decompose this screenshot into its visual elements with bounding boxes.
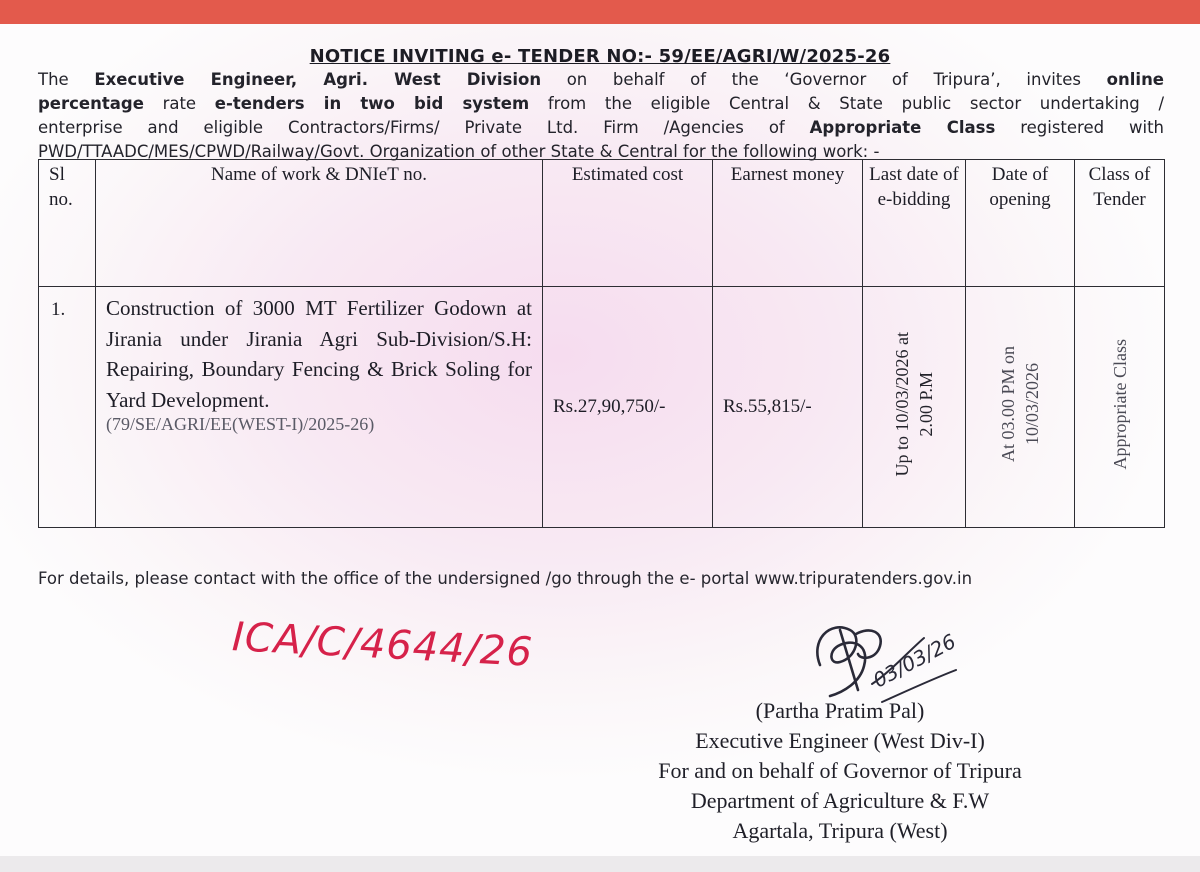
notice-title: NOTICE INVITING e- TENDER NO:- 59/EE/AGRI/W/2025-26 xyxy=(309,46,891,67)
tender-table xyxy=(38,159,1165,528)
signature-stroke xyxy=(817,627,880,696)
row-date-of-opening xyxy=(966,287,1075,528)
top-color-bar xyxy=(0,0,1200,24)
intro-line-2: percentage rate e-tenders in two bid system from the eligible Central & State public sector undertaking / xyxy=(38,94,1164,113)
class-text: Appropriate Class xyxy=(1109,338,1130,470)
row-work xyxy=(96,287,543,528)
header-last-date: Last date of e-bidding xyxy=(863,160,966,287)
header-sl-no: Sl no. xyxy=(39,160,96,287)
row-estimated-cost: Rs.27,90,750/- xyxy=(543,287,713,528)
signatory-location: Agartala, Tripura (West) xyxy=(732,818,948,843)
opening-date-text: At 03.00 PM on 10/03/2026 xyxy=(998,345,1042,462)
table-header-row xyxy=(39,160,1165,287)
signature-date: 03/03/26 xyxy=(869,629,960,693)
header-earnest-money: Earnest money xyxy=(713,160,863,287)
notice-intro xyxy=(38,68,1164,164)
intro-line-4: PWD/TTAADC/MES/CPWD/Railway/Govt. Organization of other State & Central for the following work: - xyxy=(38,142,880,161)
header-class-of-tender: Class of Tender xyxy=(1075,160,1165,287)
handwritten-reference: ICA/C/4644/26 xyxy=(231,614,535,676)
signatory-behalf: For and on behalf of Governor of Tripura xyxy=(658,758,1022,783)
dniet-number: (79/SE/AGRI/EE(WEST-I)/2025-26) xyxy=(106,414,375,434)
row-earnest-money: Rs.55,815/- xyxy=(713,287,863,528)
signatory-department: Department of Agriculture & F.W xyxy=(690,788,990,813)
row-class-of-tender xyxy=(1075,287,1165,528)
signature-image xyxy=(800,610,990,710)
signatory-name: (Partha Pratim Pal) xyxy=(755,698,925,723)
contact-details: For details, please contact with the office of the undersigned /go through the e- portal www.tripuratenders.gov.in xyxy=(38,569,973,588)
work-description: Construction of 3000 MT Fertilizer Godown at Jirania under Jirania Agri Sub-Division/S.H: Repairing, Boundary Fencing & Brick Soling for Yard Development. xyxy=(106,296,532,412)
intro-line-3: enterprise and eligible Contractors/Firms/ Private Ltd. Firm /Agencies of Appropriate Class registered with xyxy=(38,118,1165,137)
header-estimated-cost: Estimated cost xyxy=(543,160,713,287)
header-work: Name of work & DNIeT no. xyxy=(96,160,543,287)
signatory-designation: Executive Engineer (West Div-I) xyxy=(695,728,985,753)
row-last-date xyxy=(863,287,966,528)
last-date-text: Up to 10/03/2026 at 2.00 P.M xyxy=(892,331,936,477)
header-date-of-opening: Date of opening xyxy=(966,160,1075,287)
row-sl-no: 1. xyxy=(39,287,96,528)
table-row xyxy=(39,287,1165,528)
bottom-strip xyxy=(0,856,1200,872)
signatory-block xyxy=(600,696,1080,846)
intro-line-1: The Executive Engineer, Agri. West Division on behalf of the ‘Governor of Tripura’, invites online xyxy=(38,70,1165,89)
